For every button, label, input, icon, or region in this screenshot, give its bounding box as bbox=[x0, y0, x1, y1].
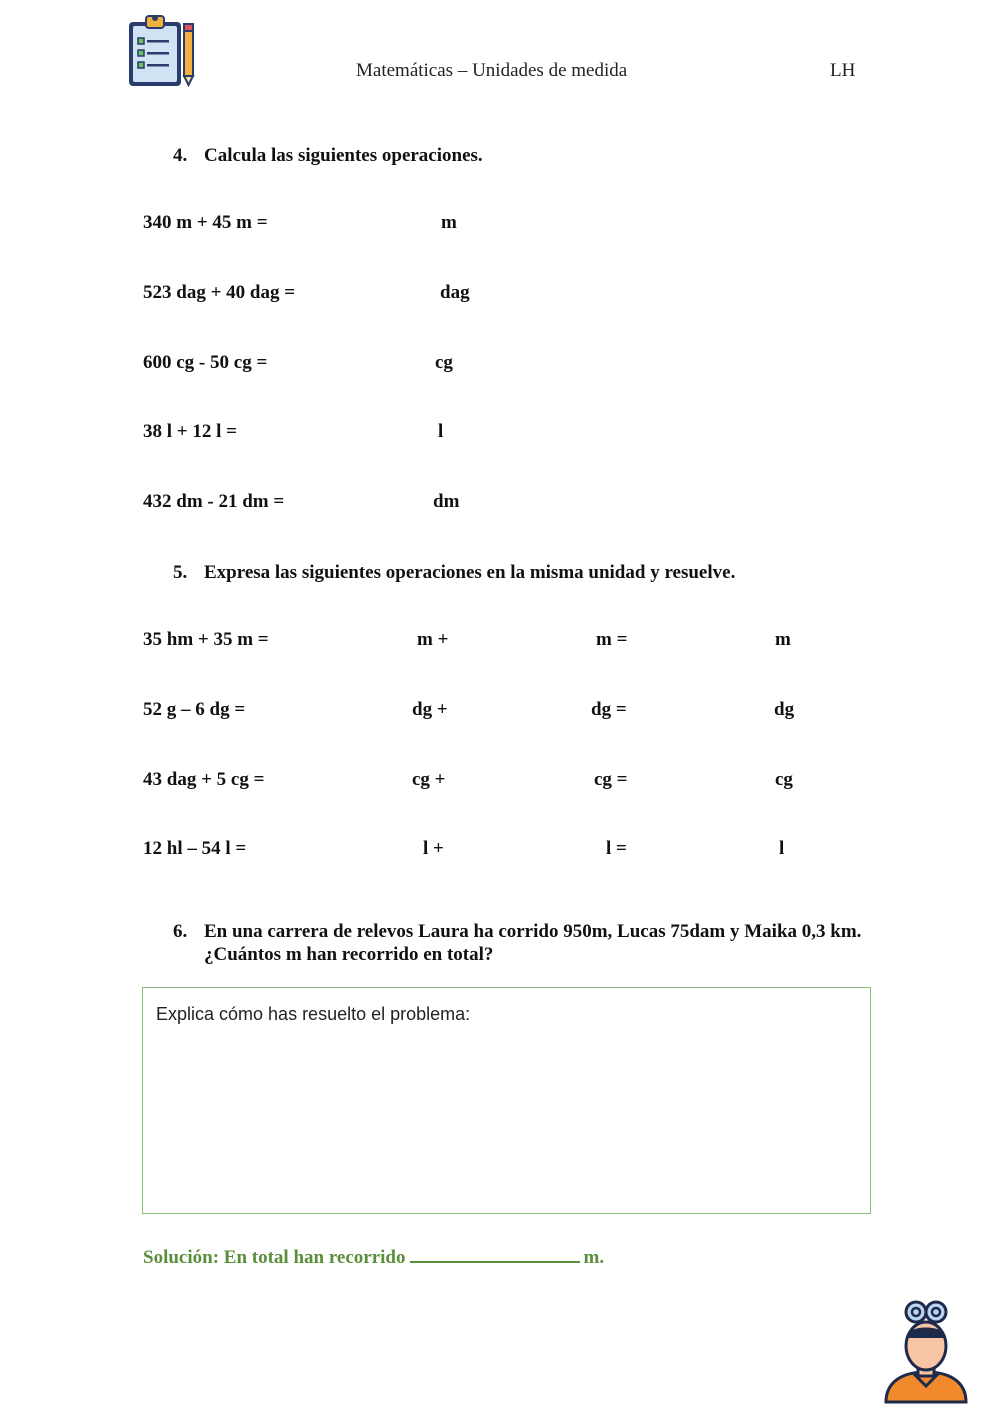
q4-expression: 432 dm - 21 dm = bbox=[143, 491, 285, 512]
q5-term-a: l + bbox=[423, 838, 444, 859]
answer-box-label: Explica cómo has resuelto el problema: bbox=[156, 1004, 471, 1024]
q5-result-unit: cg bbox=[775, 769, 793, 790]
q5-term-b: l = bbox=[606, 838, 627, 859]
q5-expression: 12 hl – 54 l = bbox=[143, 838, 247, 859]
q5-result-unit: l bbox=[779, 838, 785, 859]
question-4 bbox=[0, 144, 1000, 168]
question-number: 4. bbox=[173, 145, 188, 166]
q5-term-a: dg + bbox=[412, 699, 448, 720]
q5-term-b: m = bbox=[596, 629, 628, 650]
solution-line bbox=[143, 1243, 604, 1269]
question-text: En una carrera de relevos Laura ha corrido 950m, Lucas 75dam y Maika 0,3 km. ¿Cuántos m han recorrido en total? bbox=[204, 921, 862, 965]
thinking-student-icon bbox=[880, 1298, 972, 1409]
solution-prefix: Solución: En total han recorrido bbox=[143, 1247, 406, 1268]
solution-blank[interactable] bbox=[410, 1243, 580, 1263]
q5-expression: 43 dag + 5 cg = bbox=[143, 769, 265, 790]
question-5 bbox=[0, 561, 1000, 585]
author-initials: LH bbox=[830, 60, 856, 81]
q4-unit: dag bbox=[440, 282, 470, 303]
clipboard-checklist-icon bbox=[126, 12, 198, 95]
question-text: Expresa las siguientes operaciones en la misma unidad y resuelve. bbox=[204, 562, 736, 583]
page-header-title: Matemáticas – Unidades de medida bbox=[356, 60, 628, 81]
q4-unit: cg bbox=[435, 352, 453, 373]
question-text: Calcula las siguientes operaciones. bbox=[204, 145, 483, 166]
q4-expression: 523 dag + 40 dag = bbox=[143, 282, 296, 303]
q5-result-unit: dg bbox=[774, 699, 795, 720]
q5-term-a: cg + bbox=[412, 769, 446, 790]
q5-term-a: m + bbox=[417, 629, 449, 650]
q5-result-unit: m bbox=[775, 629, 791, 650]
q4-unit: m bbox=[441, 212, 457, 233]
q4-expression: 38 l + 12 l = bbox=[143, 421, 237, 442]
q5-expression: 35 hm + 35 m = bbox=[143, 629, 269, 650]
q4-unit: l bbox=[438, 421, 444, 442]
q5-expression: 52 g – 6 dg = bbox=[143, 699, 246, 720]
q4-expression: 600 cg - 50 cg = bbox=[143, 352, 268, 373]
q5-term-b: dg = bbox=[591, 699, 627, 720]
explanation-answer-box[interactable] bbox=[142, 987, 871, 1214]
solution-suffix: m. bbox=[583, 1247, 605, 1268]
question-number: 5. bbox=[173, 562, 188, 583]
q4-expression: 340 m + 45 m = bbox=[143, 212, 268, 233]
question-6 bbox=[0, 920, 1000, 970]
question-number: 6. bbox=[173, 921, 188, 942]
q4-unit: dm bbox=[433, 491, 460, 512]
q5-term-b: cg = bbox=[594, 769, 628, 790]
